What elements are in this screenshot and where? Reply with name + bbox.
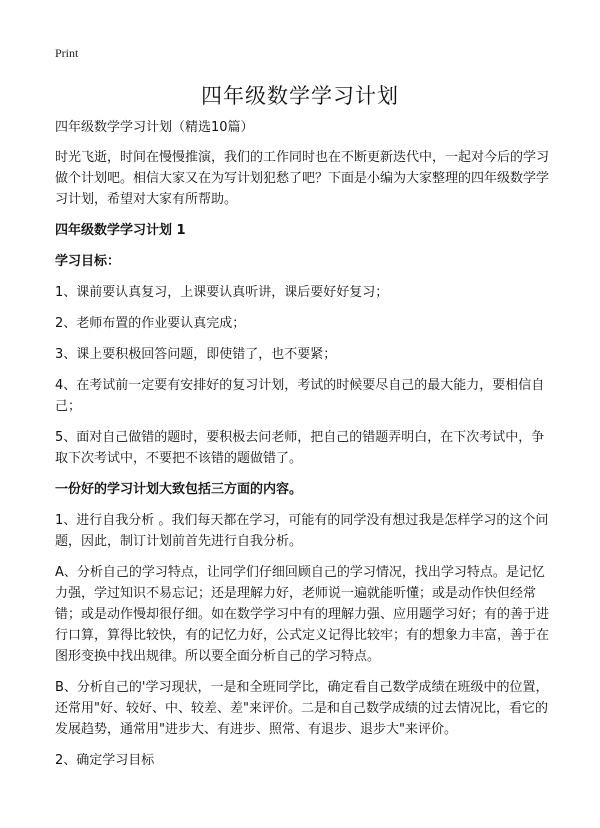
self-analysis-paragraph: 1、进行自我分析 。我们每天都在学习，可能有的同学没有想过我是怎样学习的这个问题，因此，制订计划前首先进行自我分析。 [55, 513, 549, 549]
section-heading-plan-1: 四年级数学学习计划 1 [55, 223, 186, 238]
learning-status-paragraph: B、分析自己的'学习现状，一是和全班同学比，确定看自己数学成绩在班级中的位置，还常用"好、较好、中、较差、差"来评价。二是和自己数学成绩的过去情况比，看它的发展趋势，通常用"进步大、有进步、照常、有退步、退步大"来评价。 [55, 680, 549, 737]
goal-item: 3、课上要积极回答问题，即使错了，也不要紧； [55, 347, 337, 362]
learning-goals-heading: 学习目标： [55, 254, 121, 269]
document-body [55, 117, 550, 781]
goal-item: 1、课前要认真复习，上课要认真听讲，课后要好好复习； [55, 285, 389, 300]
goal-item: 5、面对自己做错的题时，要积极去问老师，把自己的错题弄明白，在下次考试中，争取下次考试中，不要把不该错的题做错了。 [55, 430, 545, 466]
document-title: 四年级数学学习计划 [201, 84, 399, 108]
plan-contents-heading: 一份好的学习计划大致包括三方面的内容。 [55, 482, 303, 497]
goal-item: 2、老师布置的作业要认真完成； [55, 316, 246, 331]
set-goals-paragraph: 2、确定学习目标 [55, 753, 155, 768]
document-subtitle: 四年级数学学习计划（精选10篇） [55, 120, 254, 135]
learning-traits-paragraph: A、分析自己的学习特点，让同学们仔细回顾自己的学习情况，找出学习特点。是记忆力强，学过知识不易忘记；还是理解力好，老师说一遍就能听懂；或是动作快但经常错；或是动作慢却很仔细。如在数学学习中有的理解力强、应用题学习好；有的善于进行口算，算得比较快，有的记忆力好，公式定义记得比较牢；有的想象力丰富，善于在图形变换中找出规律。所以要全面分析自己的学习特点。 [55, 565, 550, 664]
intro-paragraph: 时光飞逝，时间在慢慢推演，我们的工作同时也在不断更新迭代中，一起对今后的学习做个计划吧。相信大家又在为写计划犯愁了吧？下面是小编为大家整理的四年级数学学习计划，希望对大家有所帮助。 [55, 150, 550, 207]
goal-item: 4、在考试前一定要有安排好的复习计划，考试的时候要尽自己的最大能力，要相信自己； [55, 378, 545, 414]
print-link[interactable]: Print [55, 46, 79, 60]
